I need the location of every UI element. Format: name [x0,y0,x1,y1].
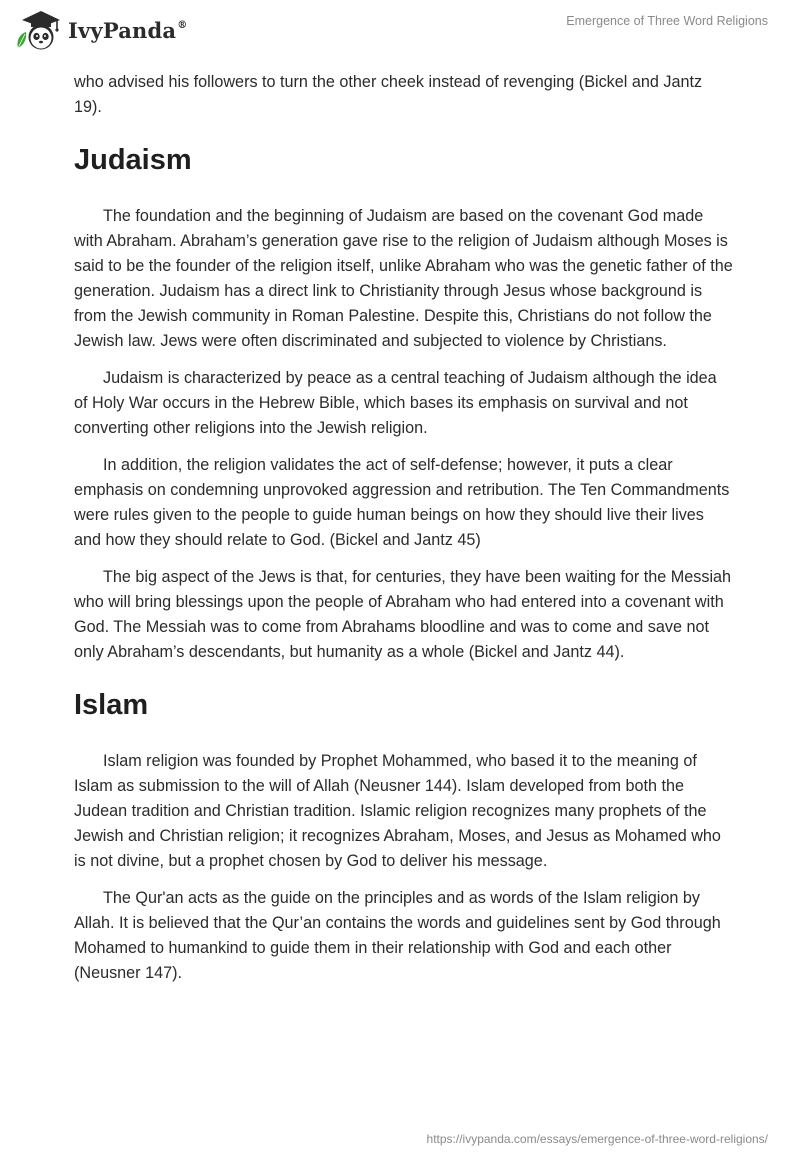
panda-graduate-icon [14,8,62,52]
paragraph: The Qur'an acts as the guide on the principles and as words of the Islam religion by Allah. It is believed that the Qur’an contains the words and guidelines sent by God through Mohamed to humankind to guide them in their relationship with God and each other (Neusner 147). [74,889,721,982]
paragraph: In addition, the religion validates the act of self-defense; however, it puts a clear emphasis on condemning unprovoked aggression and retribution. The Ten Commandments were rules given to the people to guide human beings on how they should live their lives and how they should relate to God. (Bickel and Jantz 45) [74,456,730,549]
paragraph: The big aspect of the Jews is that, for centuries, they have been waiting for the Messiah who will bring blessings upon the people of Abraham who had entered into a covenant with God. The Messiah was to come from Abrahams bloodline and was to come and save not only Abraham’s descendants, but humanity as a whole (Bickel and Jantz 44). [74,568,732,661]
paragraph: Islam religion was founded by Prophet Mohammed, who based it to the meaning of Islam as submission to the will of Allah (Neusner 144). Islam developed from both the Judean tradition and Christian tradition. Islamic religion recognizes many prophets of the Jewish and Christian religion; it recognizes Abraham, Moses, and Jesus as Mohamed who is not divine, but a prophet chosen by God to deliver his message. [74,752,721,870]
brand-name: IvyPanda® [68,17,188,43]
section-heading-islam: Islam [74,689,149,721]
intro-paragraph: who advised his followers to turn the other cheek instead of revenging (Bickel and Jantz 19). [74,73,703,116]
essay-body [74,70,734,998]
paragraph: The foundation and the beginning of Judaism are based on the covenant God made with Abraham. Abraham’s generation gave rise to the religion of Judaism although Moses is said to be the founder of the religion itself, unlike Abraham who was the genetic father of the generation. Judaism has a direct link to Christianity through Jesus whose background is from the Jewish community in Roman Palestine. Despite this, Christians do not follow the Jewish law. Jews were often discriminated and subjected to violence by Christians. [74,207,733,350]
page-header [0,0,800,62]
source-url[interactable]: https://ivypanda.com/essays/emergence-of-three-word-religions/ [426,1132,768,1146]
paragraph: Judaism is characterized by peace as a central teaching of Judaism although the idea of Holy War occurs in the Hebrew Bible, which bases its emphasis on survival and not converting other religions into the Jewish religion. [74,369,717,437]
document-title: Emergence of Three Word Religions [566,14,768,28]
ivypanda-logo[interactable] [14,8,187,52]
section-heading-judaism: Judaism [74,144,192,176]
